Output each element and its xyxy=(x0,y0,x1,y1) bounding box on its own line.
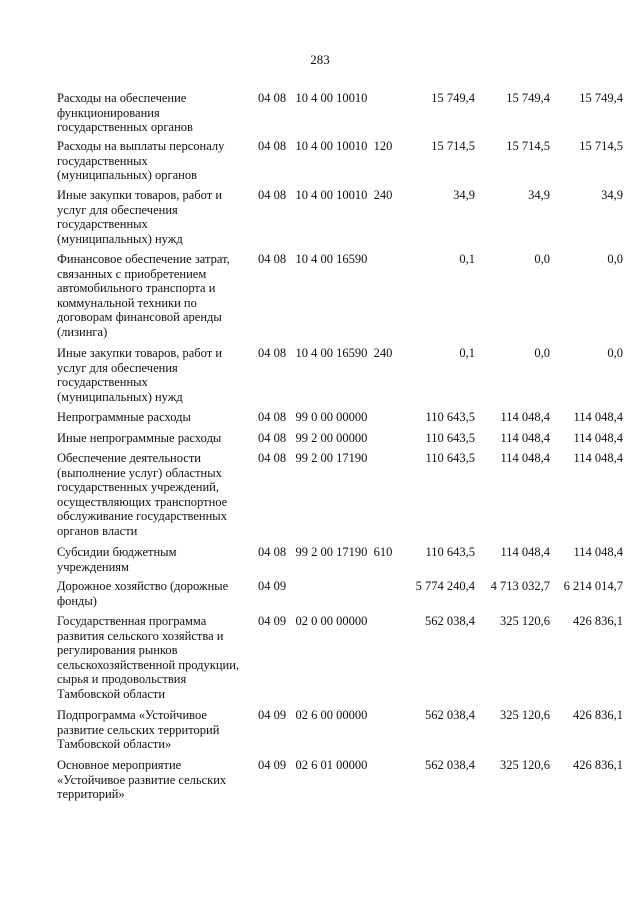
row-value-2: 114 048,4 xyxy=(500,451,550,465)
page-number: 283 xyxy=(310,52,330,67)
row-value-3: 426 836,1 xyxy=(573,614,623,628)
row-value-1: 110 643,5 xyxy=(425,545,475,559)
row-value-3: 0,0 xyxy=(607,252,623,266)
row-value-1: 34,9 xyxy=(453,188,475,202)
row-value-1: 15 714,5 xyxy=(431,139,475,153)
row-code: 04 09 02 6 00 00000 xyxy=(258,708,368,722)
row-value-2: 15 714,5 xyxy=(506,139,550,153)
row-value-3: 114 048,4 xyxy=(573,451,623,465)
row-code: 04 09 02 0 00 00000 xyxy=(258,614,368,628)
row-value-3: 15 714,5 xyxy=(579,139,623,153)
row-name: Финансовое обеспечение затрат, связанных с приобретением автомобильного транспорта и коммунальной техники по договорам финансовой аренды (лизинга) xyxy=(57,252,230,339)
row-code: 04 08 10 4 00 10010 120 xyxy=(258,139,393,153)
row-code: 04 09 02 6 01 00000 xyxy=(258,758,368,772)
row-code: 04 08 99 2 00 17190 610 xyxy=(258,545,393,559)
row-name: Расходы на выплаты персоналу государственных (муниципальных) органов xyxy=(57,139,225,183)
row-code: 04 08 99 0 00 00000 xyxy=(258,410,368,424)
row-value-3: 114 048,4 xyxy=(573,410,623,424)
row-value-1: 0,1 xyxy=(459,252,475,266)
row-code: 04 08 10 4 00 16590 240 xyxy=(258,346,393,360)
row-code: 04 09 xyxy=(258,579,287,593)
row-name: Непрограммные расходы xyxy=(57,410,191,424)
row-value-2: 114 048,4 xyxy=(500,410,550,424)
row-code: 04 08 10 4 00 10010 xyxy=(258,91,368,105)
row-value-1: 0,1 xyxy=(459,346,475,360)
row-value-2: 325 120,6 xyxy=(500,614,550,628)
row-value-2: 325 120,6 xyxy=(500,708,550,722)
row-value-3: 15 749,4 xyxy=(579,91,623,105)
row-value-1: 562 038,4 xyxy=(425,708,475,722)
row-name: Иные закупки товаров, работ и услуг для обеспечения государственных (муниципальных) нужд xyxy=(57,346,223,404)
row-value-3: 426 836,1 xyxy=(573,758,623,772)
row-value-3: 34,9 xyxy=(601,188,623,202)
row-value-1: 562 038,4 xyxy=(425,758,475,772)
row-value-2: 34,9 xyxy=(528,188,550,202)
row-value-3: 114 048,4 xyxy=(573,545,623,559)
row-value-2: 0,0 xyxy=(534,252,550,266)
row-value-3: 0,0 xyxy=(607,346,623,360)
row-name: Иные непрограммные расходы xyxy=(57,431,222,445)
row-code: 04 08 99 2 00 00000 xyxy=(258,431,368,445)
row-value-2: 4 713 032,7 xyxy=(490,579,550,593)
row-value-1: 5 774 240,4 xyxy=(415,579,475,593)
row-name: Основное мероприятие «Устойчивое развитие сельских территорий» xyxy=(57,758,227,802)
row-code: 04 08 10 4 00 16590 xyxy=(258,252,368,266)
row-name: Подпрограмма «Устойчивое развитие сельских территорий Тамбовской области» xyxy=(57,708,220,752)
row-value-1: 562 038,4 xyxy=(425,614,475,628)
row-value-1: 110 643,5 xyxy=(425,410,475,424)
row-value-3: 6 214 014,7 xyxy=(563,579,623,593)
row-code: 04 08 99 2 00 17190 xyxy=(258,451,368,465)
row-name: Расходы на обеспечение функционирования государственных органов xyxy=(57,91,193,135)
row-value-2: 0,0 xyxy=(534,346,550,360)
row-value-2: 325 120,6 xyxy=(500,758,550,772)
row-value-3: 114 048,4 xyxy=(573,431,623,445)
row-name: Государственная программа развития сельского хозяйства и регулирования рынков сельскохозяйственной продукции, сырья и продовольствия Тамбовской области xyxy=(57,614,240,701)
row-value-2: 114 048,4 xyxy=(500,431,550,445)
row-name: Обеспечение деятельности (выполнение услуг) областных государственных учреждений, осуществляющих транспортное обслуживание государственных органов власти xyxy=(57,451,228,538)
row-name: Субсидии бюджетным учреждениям xyxy=(57,545,177,574)
row-value-1: 15 749,4 xyxy=(431,91,475,105)
row-name: Дорожное хозяйство (дорожные фонды) xyxy=(57,579,229,608)
row-value-3: 426 836,1 xyxy=(573,708,623,722)
row-code: 04 08 10 4 00 10010 240 xyxy=(258,188,393,202)
row-name: Иные закупки товаров, работ и услуг для обеспечения государственных (муниципальных) нужд xyxy=(57,188,223,246)
row-value-1: 110 643,5 xyxy=(425,451,475,465)
row-value-2: 15 749,4 xyxy=(506,91,550,105)
row-value-2: 114 048,4 xyxy=(500,545,550,559)
row-value-1: 110 643,5 xyxy=(425,431,475,445)
